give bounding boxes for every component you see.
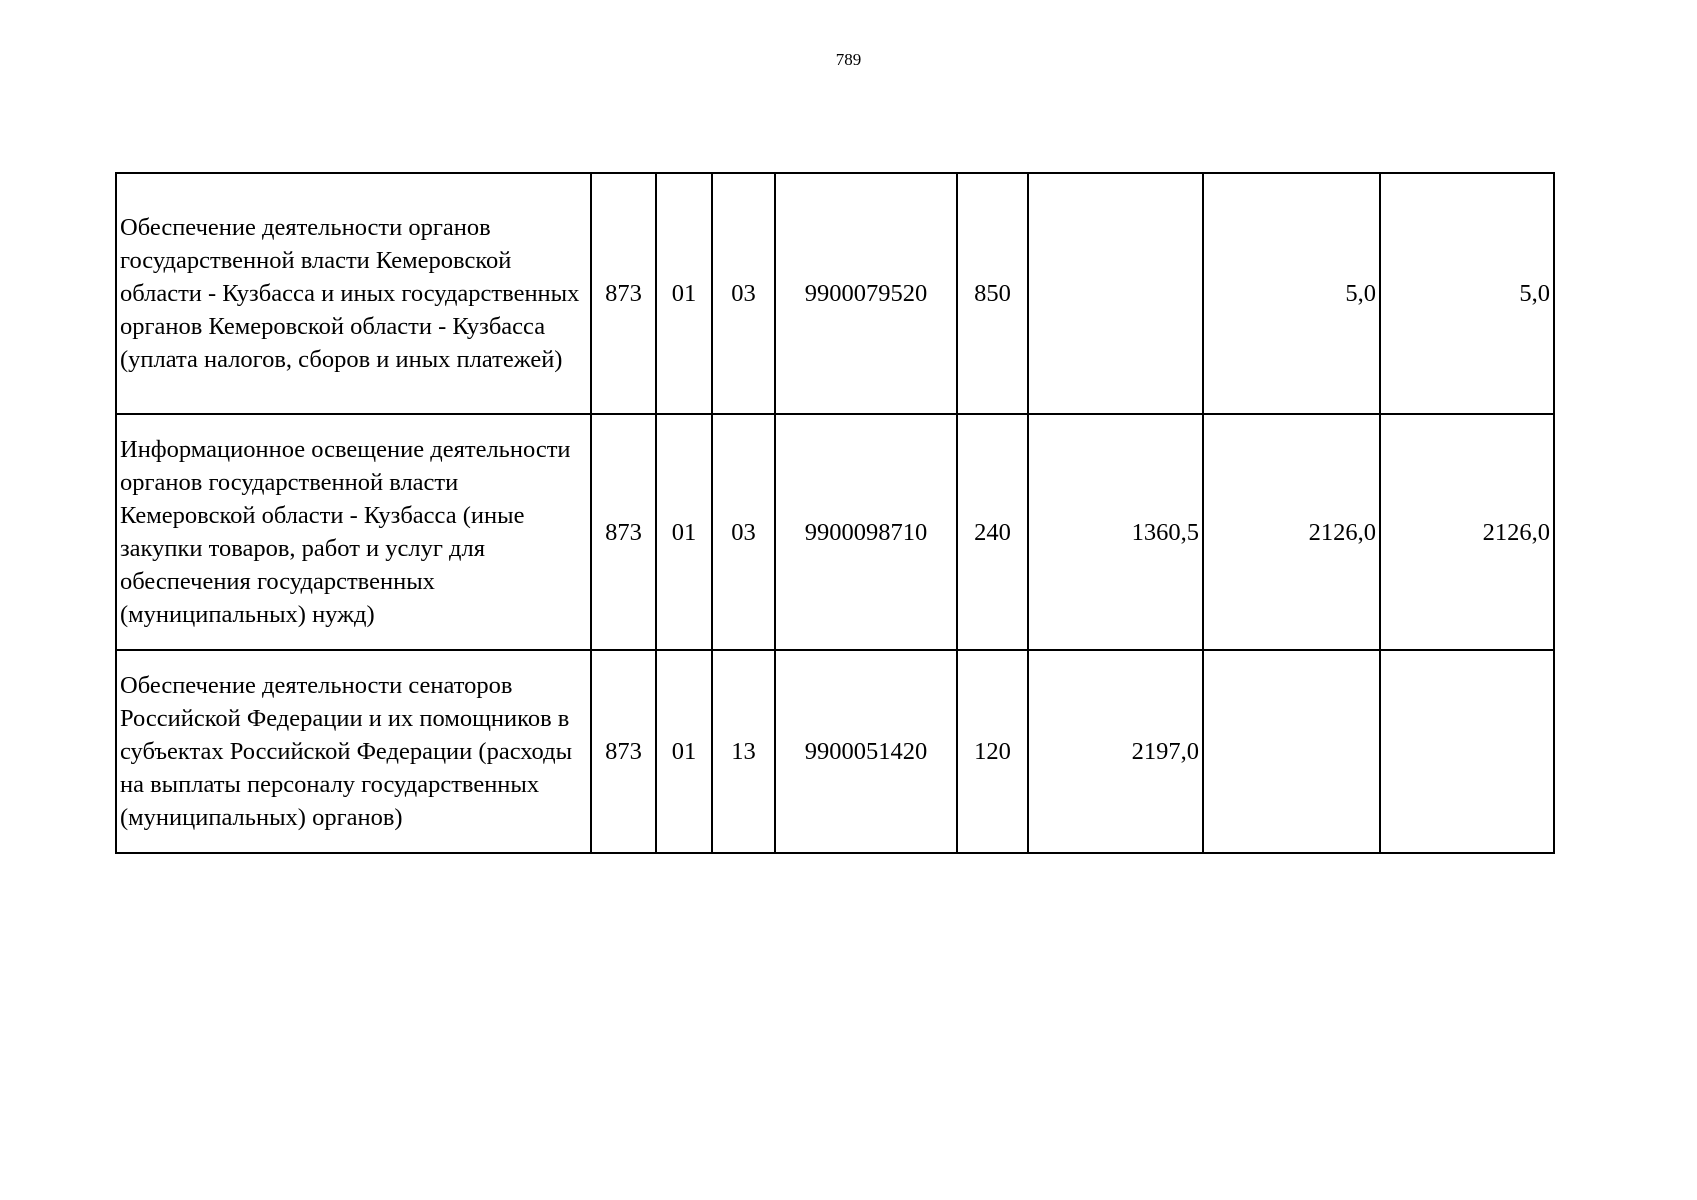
ministry-code: 873 xyxy=(591,414,656,650)
amount-3 xyxy=(1380,650,1554,853)
target-article-code: 9900051420 xyxy=(775,650,957,853)
subsection-code: 03 xyxy=(712,173,775,414)
page-number: 789 xyxy=(835,50,862,69)
ministry-code: 873 xyxy=(591,650,656,853)
section-code: 01 xyxy=(656,414,712,650)
target-article-code: 9900079520 xyxy=(775,173,957,414)
table-row xyxy=(116,650,1554,853)
expense-type-code: 850 xyxy=(957,173,1028,414)
expense-type-code: 120 xyxy=(957,650,1028,853)
budget-table xyxy=(115,172,1555,854)
amount-3: 2126,0 xyxy=(1380,414,1554,650)
ministry-code: 873 xyxy=(591,173,656,414)
amount-3: 5,0 xyxy=(1380,173,1554,414)
amount-2 xyxy=(1203,650,1380,853)
amount-1: 2197,0 xyxy=(1028,650,1203,853)
subsection-code: 03 xyxy=(712,414,775,650)
row-description: Обеспечение деятельности органов государственной власти Кемеровской области - Кузбасса и иных государственных органов Кемеровской области - Кузбасса (уплата налогов, сборов и иных платежей) xyxy=(116,173,591,414)
expense-type-code: 240 xyxy=(957,414,1028,650)
target-article-code: 9900098710 xyxy=(775,414,957,650)
table-row xyxy=(116,173,1554,414)
amount-2: 5,0 xyxy=(1203,173,1380,414)
row-description: Обеспечение деятельности сенаторов Российской Федерации и их помощников в субъектах Российской Федерации (расходы на выплаты персоналу государственных (муниципальных) органов) xyxy=(116,650,591,853)
row-description: Информационное освещение деятельности органов государственной власти Кемеровской области - Кузбасса (иные закупки товаров, работ и услуг для обеспечения государственных (муниципальных) нужд) xyxy=(116,414,591,650)
amount-1: 1360,5 xyxy=(1028,414,1203,650)
amount-1 xyxy=(1028,173,1203,414)
section-code: 01 xyxy=(656,650,712,853)
table-row xyxy=(116,414,1554,650)
subsection-code: 13 xyxy=(712,650,775,853)
section-code: 01 xyxy=(656,173,712,414)
amount-2: 2126,0 xyxy=(1203,414,1380,650)
